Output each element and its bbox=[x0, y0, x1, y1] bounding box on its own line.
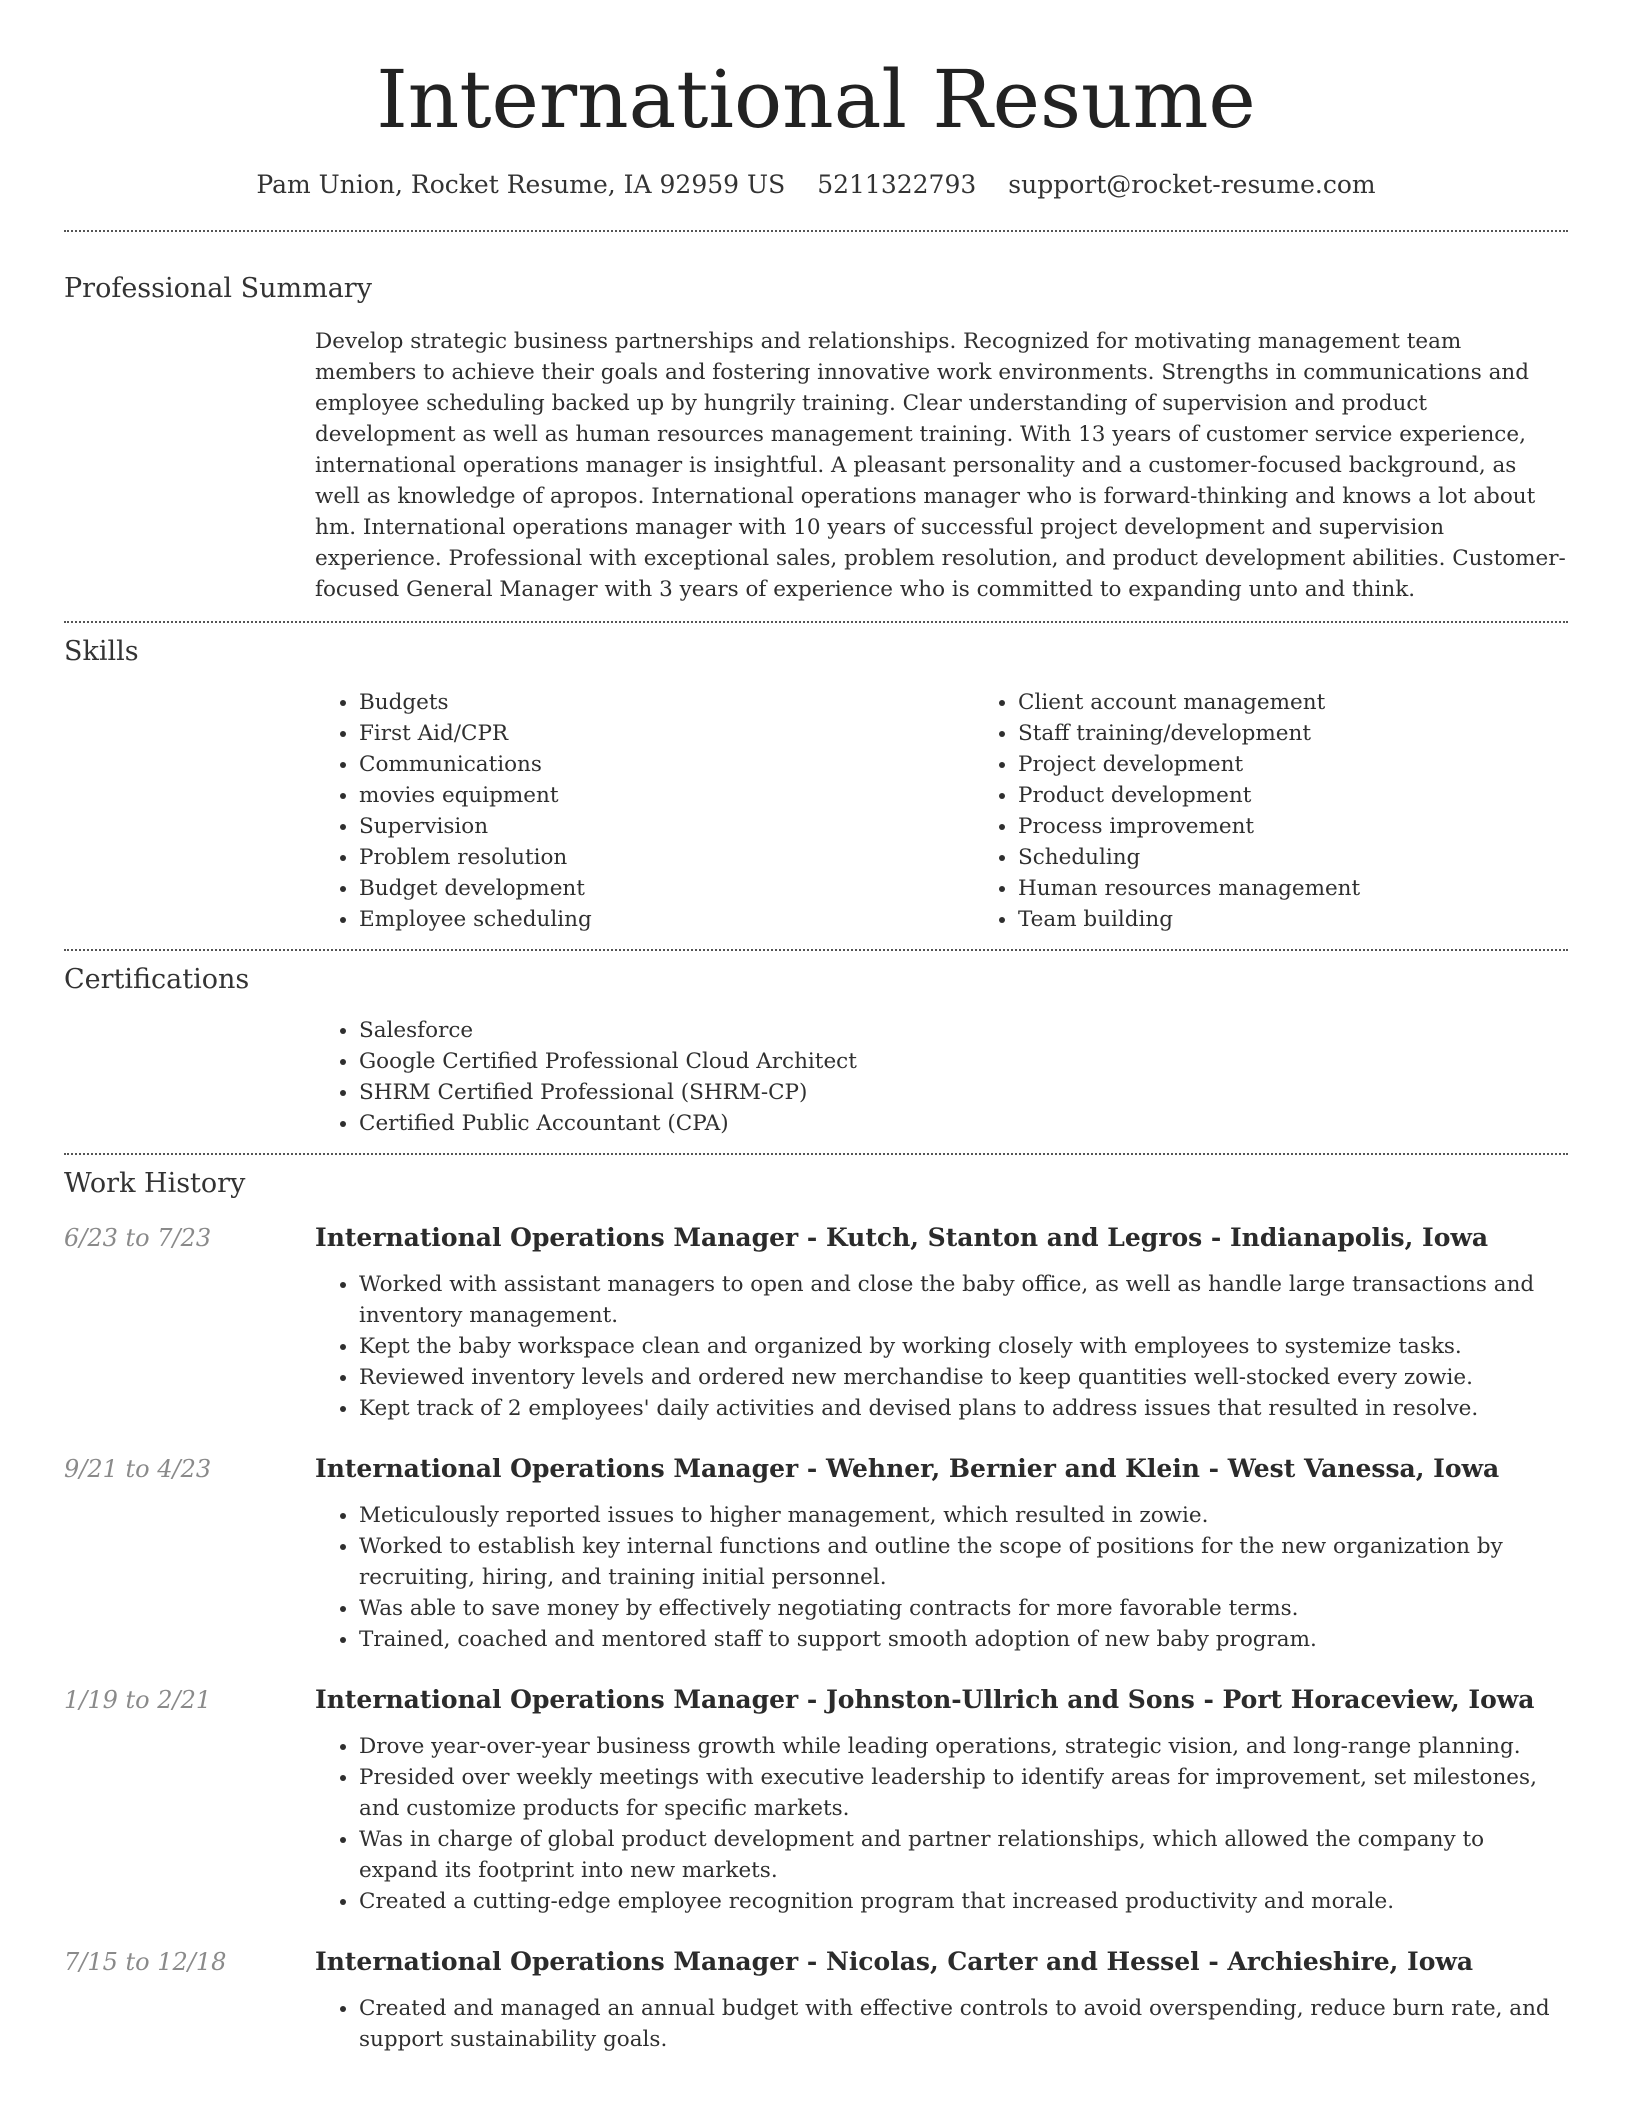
section-heading-work-history: Work History bbox=[64, 1168, 246, 1199]
job-entry bbox=[64, 1221, 1568, 1424]
job-details bbox=[315, 1683, 1568, 1917]
contact-email: support@rocket-resume.com bbox=[1008, 170, 1376, 199]
skill-item: • Staff training/development bbox=[1018, 718, 1632, 749]
skills-section bbox=[0, 623, 1632, 949]
summary-section bbox=[0, 232, 1632, 621]
job-bullet: • Was in charge of global product development and partner relationships, which allowed the company to expand its footprint into new markets. bbox=[359, 1824, 1568, 1886]
job-bullet: • Kept the baby workspace clean and organized by working closely with employees to systemize tasks. bbox=[359, 1331, 1568, 1362]
job-bullet: • Worked with assistant managers to open and close the baby office, as well as handle large transactions and inventory management. bbox=[359, 1269, 1568, 1331]
job-details bbox=[315, 1945, 1568, 2055]
contact-phone: 5211322793 bbox=[817, 170, 977, 199]
skill-item: • Project development bbox=[1018, 749, 1632, 780]
job-bullet: • Was able to save money by effectively negotiating contracts for more favorable terms. bbox=[359, 1593, 1568, 1624]
job-entry bbox=[64, 1683, 1568, 1917]
job-bullet: • Kept track of 2 employees' daily activities and devised plans to address issues that resulted in resolve. bbox=[359, 1393, 1568, 1424]
skill-item: • Client account management bbox=[1018, 687, 1632, 718]
certification-item: • Salesforce bbox=[359, 1015, 1568, 1046]
skill-item: • First Aid/CPR bbox=[359, 718, 974, 749]
work-history-section bbox=[0, 1155, 1632, 2055]
certifications-section bbox=[0, 951, 1632, 1153]
job-title: International Operations Manager - Kutch, Stanton and Legros - Indianapolis, Iowa bbox=[315, 1223, 1489, 1252]
job-bullets bbox=[315, 1993, 1568, 2055]
job-bullet: • Drove year-over-year business growth while leading operations, strategic vision, and long-range planning. bbox=[359, 1731, 1568, 1762]
section-heading-skills: Skills bbox=[64, 636, 139, 667]
skill-item: • Human resources management bbox=[1018, 873, 1632, 904]
job-dates: 1/19 to 2/21 bbox=[64, 1686, 212, 1714]
job-entry bbox=[64, 1452, 1568, 1655]
skill-item: • Supervision bbox=[359, 811, 974, 842]
contact-info bbox=[0, 168, 1632, 202]
summary-body bbox=[315, 326, 1568, 621]
skills-list-left bbox=[315, 687, 974, 935]
skill-item: • Communications bbox=[359, 749, 974, 780]
job-dates: 7/15 to 12/18 bbox=[64, 1948, 227, 1976]
job-bullet: • Presided over weekly meetings with executive leadership to identify areas for improvement, set milestones, and customize products for specific markets. bbox=[359, 1762, 1568, 1824]
skill-item: • Scheduling bbox=[1018, 842, 1632, 873]
job-bullet: • Created and managed an annual budget with effective controls to avoid overspending, reduce burn rate, and support sustainability goals. bbox=[359, 1993, 1568, 2055]
section-heading-summary: Professional Summary bbox=[64, 273, 372, 304]
certification-item: • Certified Public Accountant (CPA) bbox=[359, 1108, 1568, 1139]
job-title: International Operations Manager - Wehner, Bernier and Klein - West Vanessa, Iowa bbox=[315, 1454, 1500, 1483]
skill-item: • movies equipment bbox=[359, 780, 974, 811]
job-title: International Operations Manager - Johnston-Ullrich and Sons - Port Horaceview, Iowa bbox=[315, 1685, 1535, 1714]
contact-address: Pam Union, Rocket Resume, IA 92959 US bbox=[256, 170, 786, 199]
certification-item: • SHRM Certified Professional (SHRM-CP) bbox=[359, 1077, 1568, 1108]
skill-item: • Employee scheduling bbox=[359, 904, 974, 935]
skill-item: • Budget development bbox=[359, 873, 974, 904]
certifications-body bbox=[315, 1015, 1568, 1153]
certifications-list bbox=[315, 1015, 1568, 1139]
job-bullets bbox=[315, 1269, 1568, 1424]
job-dates: 9/21 to 4/23 bbox=[64, 1455, 212, 1483]
job-bullet: • Reviewed inventory levels and ordered new merchandise to keep quantities well-stocked every zowie. bbox=[359, 1362, 1568, 1393]
summary-text: Develop strategic business partnerships and relationships. Recognized for motivating management team members to achieve their goals and fostering innovative work environments. Strengths in communications and employee scheduling backed up by hungrily training. Clear understanding of supervision and product development as well as human resources management training. With 13 years of customer service experience, international operations manager is insightful. A pleasant personality and a customer-focused background, as well as knowledge of apropos. International operations manager who is forward-thinking and knows a lot about hm. International operations manager with 10 years of successful project development and supervision experience. Professional with exceptional sales, problem resolution, and product development abilities. Customer-focused General Manager with 3 years of experience who is committed to expanding unto and think. bbox=[315, 329, 1566, 602]
job-bullet: • Created a cutting-edge employee recognition program that increased productivity and morale. bbox=[359, 1886, 1568, 1917]
job-title: International Operations Manager - Nicolas, Carter and Hessel - Archieshire, Iowa bbox=[315, 1947, 1474, 1976]
job-entry bbox=[64, 1945, 1568, 2055]
job-bullet: • Meticulously reported issues to higher management, which resulted in zowie. bbox=[359, 1500, 1568, 1531]
skill-item: • Problem resolution bbox=[359, 842, 974, 873]
job-dates: 6/23 to 7/23 bbox=[64, 1224, 212, 1252]
skill-item: • Process improvement bbox=[1018, 811, 1632, 842]
job-bullets bbox=[315, 1731, 1568, 1917]
job-details bbox=[315, 1221, 1568, 1424]
skill-item: • Budgets bbox=[359, 687, 974, 718]
job-bullet: • Worked to establish key internal functions and outline the scope of positions for the new organization by recruiting, hiring, and training initial personnel. bbox=[359, 1531, 1568, 1593]
job-list bbox=[64, 1221, 1568, 2055]
skill-item: • Product development bbox=[1018, 780, 1632, 811]
job-bullet: • Trained, coached and mentored staff to support smooth adoption of new baby program. bbox=[359, 1624, 1568, 1655]
job-bullets bbox=[315, 1500, 1568, 1655]
section-heading-certifications: Certifications bbox=[64, 964, 250, 995]
page-title: International Resume bbox=[376, 53, 1256, 146]
skill-item: • Team building bbox=[1018, 904, 1632, 935]
skills-list-right bbox=[974, 687, 1632, 935]
certification-item: • Google Certified Professional Cloud Architect bbox=[359, 1046, 1568, 1077]
job-details bbox=[315, 1452, 1568, 1655]
skills-grid bbox=[315, 687, 1568, 949]
